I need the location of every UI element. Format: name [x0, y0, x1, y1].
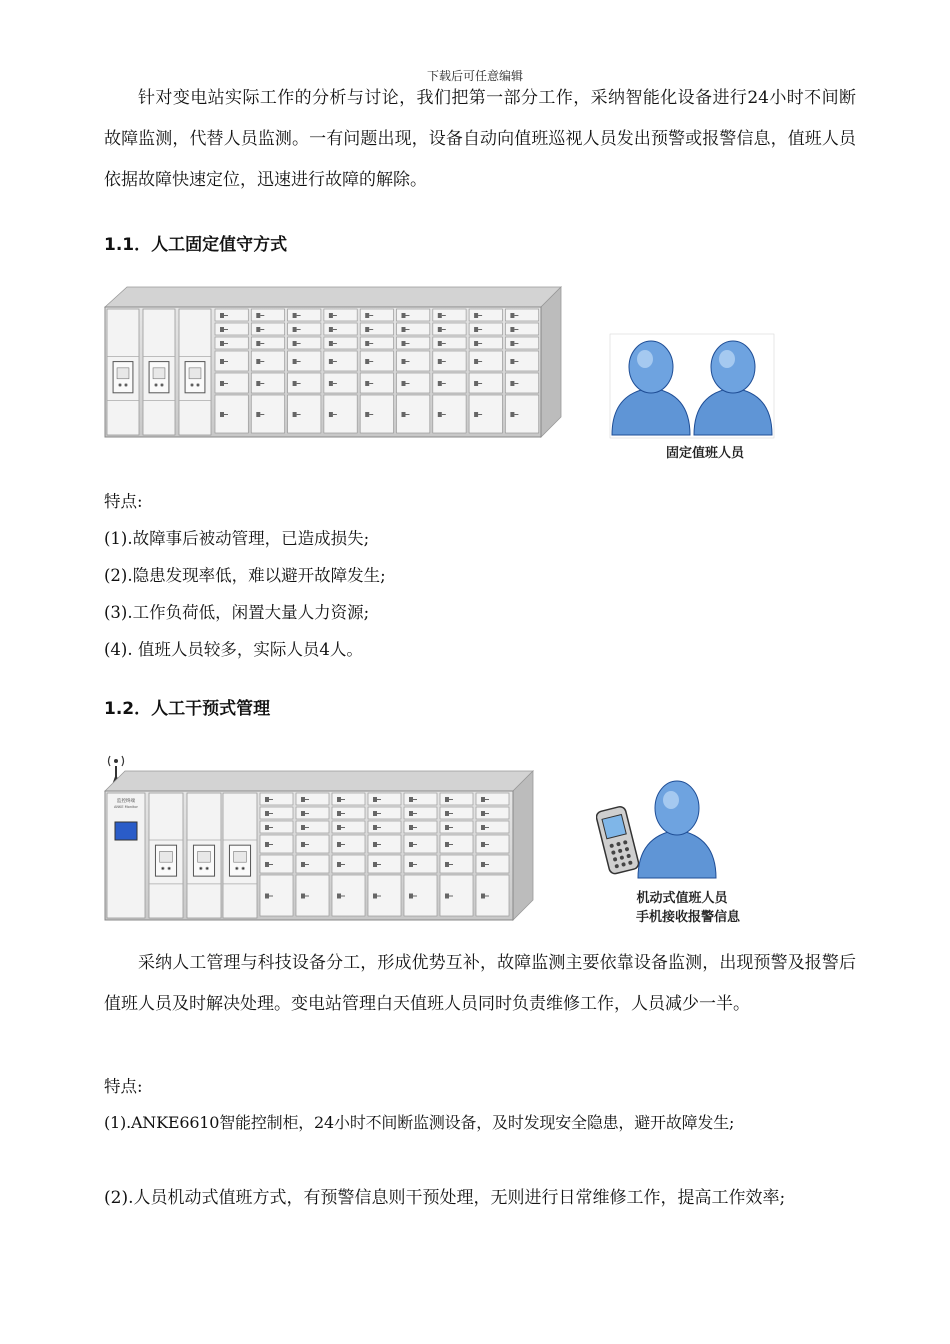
section-2-title: 1.2．人工干预式管理	[104, 699, 271, 719]
mobile-phone-icon	[596, 806, 640, 875]
figure-2-caption-1: 机动式值班人员	[636, 891, 728, 906]
figure-2-caption-2: 手机接收报警信息	[635, 910, 741, 925]
section-2-paragraph: 采纳人工管理与科技设备分工，形成优势互补，故障监测主要依靠设备监测，出现预警及报警后值班人员及时解决处理。变电站管理白天值班人员同时负责维修工作，人员减少一半。	[104, 953, 856, 1014]
section-2-feature-2: (2).人员机动式值班方式，有预警信息则干预处理，无则进行日常维修工作，提高工作效率;	[104, 1188, 786, 1208]
intro-paragraph: 针对变电站实际工作的分析与讨论，我们把第一部分工作，采纳智能化设备进行24小时不间断故障监测，代替人员监测。一有问题出现，设备自动向值班巡视人员发出预警或报警信息，值班人员依据故障快速定位，迅速进行故障的解除。	[104, 88, 856, 190]
page-header-note: 下载后可任意编辑	[426, 69, 523, 83]
section-1-feature-2: (2).隐患发现率低，难以避开故障发生;	[104, 566, 386, 585]
section-1-feature-1: (1).故障事后被动管理，已造成损失;	[104, 529, 370, 548]
monitor-screen	[115, 822, 137, 840]
section-1-feature-4: (4). 值班人员较多，实际人员4人。	[104, 640, 363, 659]
section-1-features-label: 特点:	[104, 492, 143, 511]
mobile-duty-personnel-illustration	[596, 778, 756, 930]
section-1-feature-3: (3).工作负荷低，闲置大量人力资源;	[104, 603, 370, 622]
monitor-cabinet	[107, 793, 145, 918]
section-2-features-label: 特点:	[104, 1077, 143, 1096]
section-2-feature-1: (1).ANKE6610智能控制柜，24小时不间断监测设备，及时发现安全隐患，避开故障发生;	[104, 1113, 735, 1132]
person-icon	[638, 781, 716, 878]
monitor-cabinet-sublabel: ANKE Monitor	[114, 805, 138, 809]
switchgear-cabinet-illustration-1	[103, 286, 563, 439]
monitor-cabinet-label: 监控终端	[117, 799, 135, 804]
smart-cabinet-illustration-2	[103, 752, 535, 922]
duty-personnel-illustration-1	[609, 333, 775, 463]
section-1-title: 1.1．人工固定值守方式	[104, 235, 288, 255]
figure-1-caption: 固定值班人员	[665, 446, 745, 461]
